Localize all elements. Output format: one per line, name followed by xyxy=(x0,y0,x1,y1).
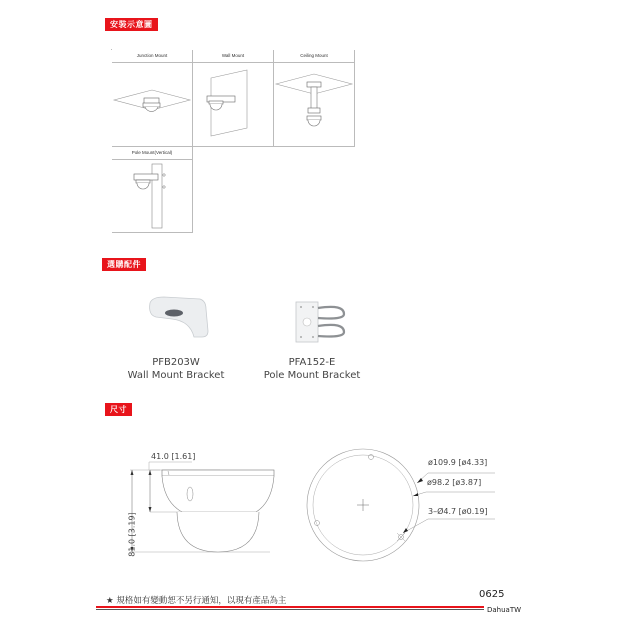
pole-mount-diagram-icon xyxy=(112,159,192,233)
cell-pole-mount xyxy=(112,147,193,233)
wall-bracket-image-icon xyxy=(142,293,218,343)
accessory-label-pole xyxy=(262,356,362,382)
cell-label: Ceiling Mount xyxy=(274,50,354,63)
accessory-wall-bracket xyxy=(142,293,218,347)
cell-label: Pole Mount(Vertical) xyxy=(112,147,192,160)
side-view-drawing xyxy=(120,440,300,569)
footer-number: 0625 xyxy=(479,589,505,600)
section-tag-accessories: 選購配件 xyxy=(102,258,146,271)
footer-note: ★ 規格如有變動恕不另行通知，以現有產品為主 xyxy=(106,596,287,606)
footer-rule-red xyxy=(96,606,484,608)
cell-label: Wall Mount xyxy=(193,50,273,63)
dim-top-height: 41.0 [1.61] xyxy=(151,452,196,461)
accessory-label-wall xyxy=(120,356,232,382)
dim-outer-dia: ø109.9 [ø4.33] xyxy=(428,458,488,467)
dim-total-height: 81.0 [3.19] xyxy=(127,512,137,557)
junction-mount-diagram-icon xyxy=(112,62,192,146)
cell-label: Junction Mount xyxy=(112,50,192,63)
camera-side-view-icon xyxy=(120,440,300,565)
dim-holes: 3–Ø4.7 [ø0.19] xyxy=(428,507,488,516)
accessory-pole-bracket xyxy=(290,298,350,350)
install-diagram-grid xyxy=(111,49,328,155)
pole-bracket-image-icon xyxy=(290,298,350,346)
accessory-name: Pole Mount Bracket xyxy=(263,370,361,381)
footer-brand: DahuaTW xyxy=(487,606,522,614)
cell-junction-mount xyxy=(112,50,193,147)
cell-wall-mount xyxy=(193,50,274,147)
section-tag-dimensions: 尺寸 xyxy=(105,403,132,416)
accessory-model: PFA152-E xyxy=(288,357,336,368)
footer-rule-dark xyxy=(96,609,484,610)
accessory-name: Wall Mount Bracket xyxy=(127,370,225,381)
cell-ceiling-mount xyxy=(274,50,355,147)
accessory-model: PFB203W xyxy=(152,357,200,368)
dim-inner-dia: ø98.2 [ø3.87] xyxy=(427,478,482,487)
section-tag-install: 安裝示意圖 xyxy=(105,18,158,31)
wall-mount-diagram-icon xyxy=(193,62,273,146)
ceiling-mount-diagram-icon xyxy=(274,62,354,146)
